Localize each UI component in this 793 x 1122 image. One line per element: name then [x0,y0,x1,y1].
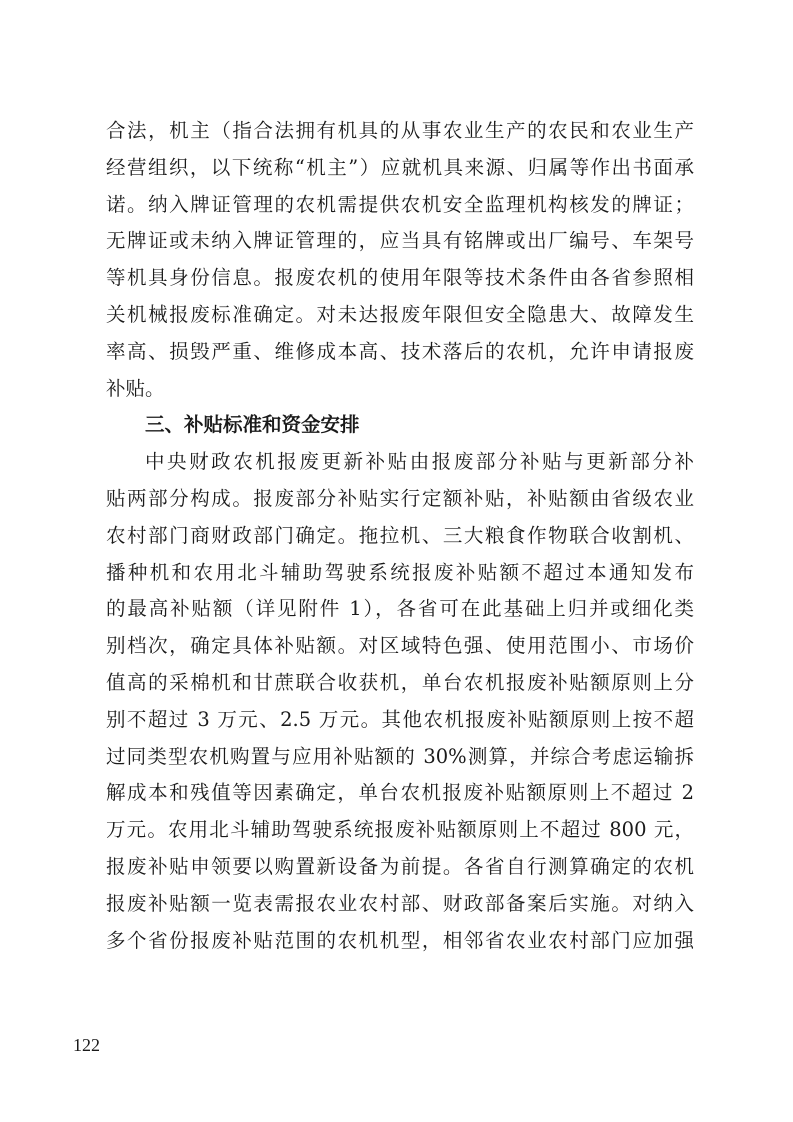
text-line: 贴两部分构成。报废部分补贴实行定额补贴，补贴额由省级农业 [106,486,694,510]
section-heading: 三、补贴标准和资金安排 [145,413,360,437]
text-line: 农村部门商财政部门确定。拖拉机、三大粮食作物联合收割机、 [106,523,694,547]
text-line: 报废补贴额一览表需报农业农村部、财政部备案后实施。对纳入 [106,891,694,915]
text-line: 诺。纳入牌证管理的农机需提供农机安全监理机构核发的牌证； [106,192,694,216]
text-line: 值高的采棉机和甘蔗联合收获机，单台农机报废补贴额原则上分 [106,670,694,694]
text-line: 别不超过 3 万元、2.5 万元。其他农机报废补贴额原则上按不超 [106,707,694,731]
text-line: 合法，机主（指合法拥有机具的从事农业生产的农民和农业生产 [106,119,694,142]
text-line: 中央财政农机报废更新补贴由报废部分补贴与更新部分补 [145,450,694,474]
paragraph-eligibility [106,113,694,407]
text-line: 经营组织，以下统称“机主”）应就机具来源、归属等作出书面承 [106,155,694,179]
text-line: 无牌证或未纳入牌证管理的，应当具有铭牌或出厂编号、车架号 [106,229,694,253]
page-number: 122 [73,1035,100,1055]
document-body [106,113,694,959]
text-line: 率高、损毁严重、维修成本高、技术落后的农机，允许申请报废 [106,339,694,363]
text-line: 多个省份报废补贴范围的农机机型，相邻省农业农村部门应加强 [106,928,694,952]
paragraph-subsidy-standard [106,444,694,959]
text-line: 别档次，确定具体补贴额。对区域特色强、使用范围小、市场价 [106,634,694,658]
text-line: 的最高补贴额（详见附件 1），各省可在此基础上归并或细化类 [106,597,694,621]
text-line: 补贴。 [106,376,165,400]
text-line: 播种机和农用北斗辅助驾驶系统报废补贴额不超过本通知发布 [106,560,694,584]
text-line: 等机具身份信息。报废农机的使用年限等技术条件由各省参照相 [106,266,694,290]
text-line: 万元。农用北斗辅助驾驶系统报废补贴额原则上不超过 800 元， [106,818,694,842]
text-line: 报废补贴申领要以购置新设备为前提。各省自行测算确定的农机 [106,854,694,878]
text-line: 过同类型农机购置与应用补贴额的 30%测算，并综合考虑运输拆 [106,744,694,768]
text-line: 关机械报废标准确定。对未达报废年限但安全隐患大、故障发生 [106,302,694,326]
text-line: 解成本和残值等因素确定，单台农机报废补贴额原则上不超过 2 [106,781,694,805]
